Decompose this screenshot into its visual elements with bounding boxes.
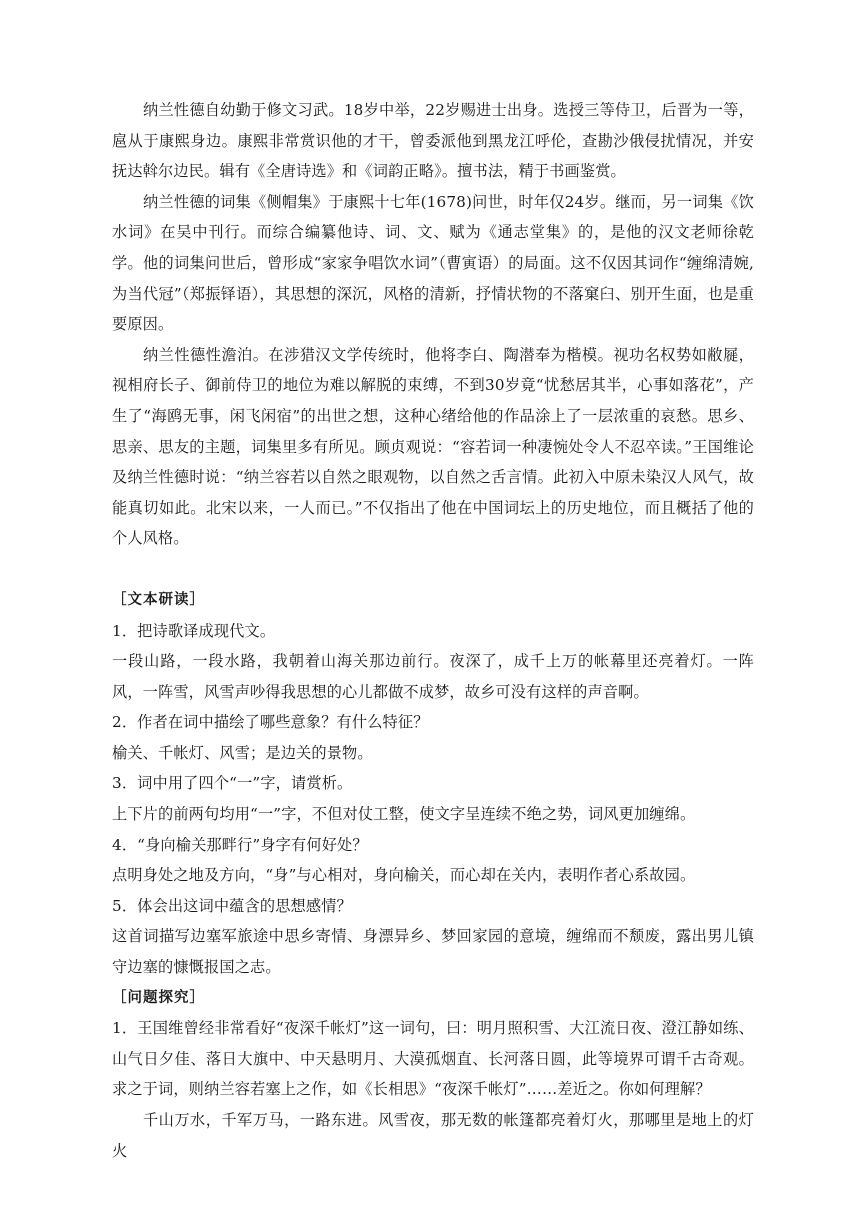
document-page (112, 95, 754, 1166)
text-study-question-4: 4．“身向榆关那畔行”身字有何好处？ (112, 835, 368, 854)
inquiry-heading: ［问题探究］ (112, 989, 205, 1006)
intro-paragraph-3: 纳兰性德性澹泊。在涉猎汉文学传统时，他将李白、陶潜奉为楷模。视功名权势如敝屣，视相府长子、御前侍卫的地位为难以解脱的束缚，不到30岁竟“忧愁居其半，心事如落花”，产生了“海鸥无事，闲飞闲宿”的出世之想，这种心绪给他的作品涂上了一层浓重的哀愁。思乡、思亲、思友的主题，词集里多有所见。顾贞观说：“容若词一种凄惋处令人不忍卒读。”王国维论及纳兰性德时说：“纳兰容若以自然之眼观物，以自然之舌言情。此初入中原未染汉人风气，故能真切如此。北宋以来，一人而已。”不仅指出了他在中国词坛上的历史地位，而且概括了他的个人风格。 (112, 345, 754, 548)
text-study-answer-1: 一段山路，一段水路，我朝着山海关那边前行。夜深了，成千上万的帐幕里还亮着灯。一阵风，一阵雪，风雪声吵得我思想的心儿都做不成梦，故乡可没有这样的声音啊。 (112, 652, 754, 701)
text-study-question-5: 5．体会出这词中蕴含的思想感情？ (112, 896, 352, 915)
inquiry-section (112, 983, 754, 1167)
inquiry-question-1: 1．王国维曾经非常看好“夜深千帐灯”这一词句，曰：明月照积雪、大江流日夜、澄江静如练、山气日夕佳、落日大旗中、中天悬明月、大漠孤烟直、长河落日圆，此等境界可谓千古奇观。求之于词，则纳兰容若塞上之作，如《长相思》“夜深千帐灯”……差近之。你如何理解？ (112, 1019, 754, 1099)
text-study-question-2: 2．作者在词中描绘了哪些意象？有什么特征？ (112, 713, 429, 732)
text-study-question-1: 1．把诗歌译成现代文。 (112, 621, 276, 640)
text-study-heading: ［文本研读］ (112, 591, 205, 608)
intro-paragraph-2: 纳兰性德的词集《侧帽集》于康熙十七年(1678)问世，时年仅24岁。继而，另一词集《饮水词》在吴中刊行。而综合编纂他诗、词、文、赋为《通志堂集》的，是他的汉文老师徐乾学。他的词集问世后，曾形成“家家争唱饮水词”（曹寅语）的局面。这不仅因其词作“缠绵清婉,为当代冠”（郑振铎语），其思想的深沉，风格的清新，抒情状物的不落窠臼、别开生面，也是重要原因。 (112, 192, 754, 334)
text-study-answer-4: 点明身处之地及方向，“身”与心相对，身向榆关，而心却在关内，表明作者心系故园。 (112, 866, 696, 885)
text-study-answer-2: 榆关、千帐灯、风雪；是边关的景物。 (112, 743, 373, 762)
text-study-question-3: 3．词中用了四个“一”字，请赏析。 (112, 774, 353, 793)
intro-paragraph-1: 纳兰性德自幼勤于修文习武。18岁中举，22岁赐进士出身。选授三等侍卫，后晋为一等，扈从于康熙身边。康熙非常赏识他的才干，曾委派他到黑龙江呼伦，查勘沙俄侵扰情况，并安抚达斡尔边民。辑有《全唐诗选》和《词韵正略》。擅书法，精于书画鉴赏。 (112, 101, 754, 181)
text-study-answer-3: 上下片的前两句均用“一”字，不但对仗工整，使文字呈连续不绝之势，词风更加缠绵。 (112, 805, 696, 824)
intro-section (112, 95, 754, 554)
section-spacer (112, 554, 754, 585)
text-study-section (112, 585, 754, 983)
inquiry-answer-1: 千山万水，千军万马，一路东进。风雪夜，那无数的帐篷都亮着灯火，那哪里是地上的灯火 (112, 1111, 754, 1160)
text-study-answer-5: 这首词描写边塞军旅途中思乡寄情、身漂异乡、梦回家园的意境，缠绵而不颓废，露出男儿镇守边塞的慷慨报国之志。 (112, 927, 754, 977)
